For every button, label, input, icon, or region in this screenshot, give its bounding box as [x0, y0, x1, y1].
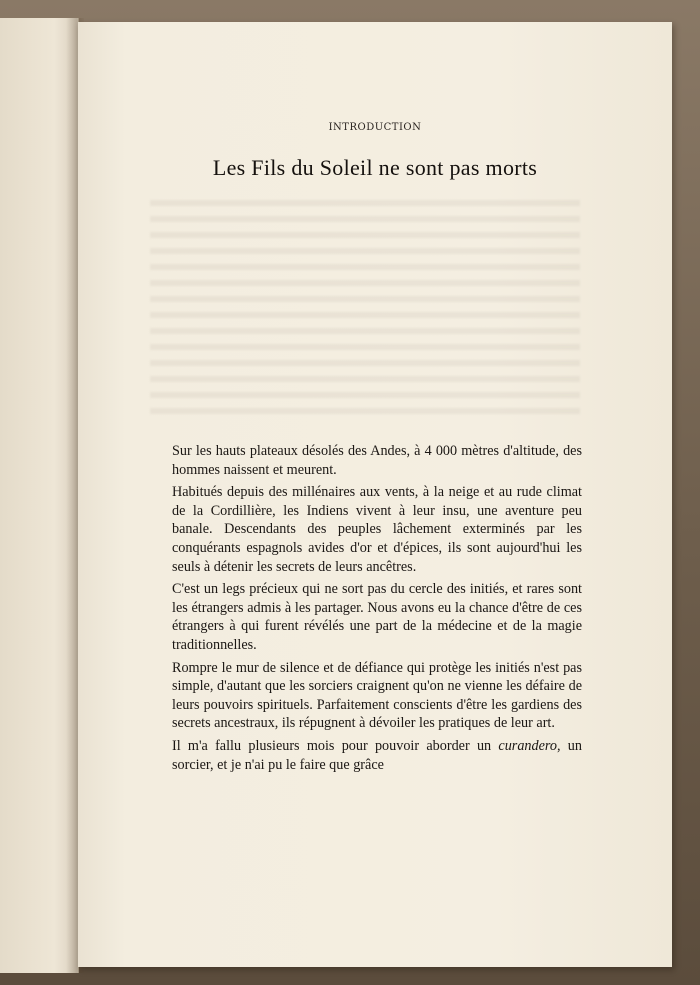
chapter-title: Les Fils du Soleil ne sont pas morts: [212, 155, 538, 180]
paragraph-5-start: Il m'a fallu plusieurs mois pour pouvoir aborder un: [172, 737, 499, 754]
paragraph-1: Sur les hauts plateaux désolés des Andes, à 4 000 mètres d'altitude, des hommes naissent et meurent.: [172, 443, 582, 478]
paragraph-2: Habitués depuis des millénaires aux vents, à la neige et au rude climat de la Cordillière, les Indiens vivent à leur insu, une aventure peu banale. Descendants des peuples lâchement exterminés par les conquérants espagnols avides d'or et d'épices, ils sont aujourd'hui les seuls à détenir les secrets de leurs ancêtres.: [172, 484, 582, 575]
body-text: [172, 442, 582, 778]
paragraph-4: Rompre le mur de silence et de défiance qui protège les initiés n'est pas simple, d'autant que les sorciers craignent qu'on ne vienne les défaire de leurs pouvoirs spirituels. Parfaitement conscients d'être les gardiens des secrets ancestraux, ils répugnent à dévoiler les pratiques de leur art.: [172, 659, 582, 732]
paragraph-5-end: , un sorcier, et je n'ai pu le faire que grâce: [172, 737, 582, 773]
paragraph-5: [172, 737, 582, 774]
paragraph-3: C'est un legs précieux qui ne sort pas du cercle des initiés, et rares sont les étrangers admis à les partager. Nous avons eu la chance d'être de ces étrangers à qui furent révélés une part de la médecine et de la magie traditionnelles.: [172, 581, 582, 653]
section-label: INTRODUCTION: [328, 122, 422, 133]
italic-term: curandero: [498, 737, 557, 754]
show-through-text: [150, 200, 580, 415]
